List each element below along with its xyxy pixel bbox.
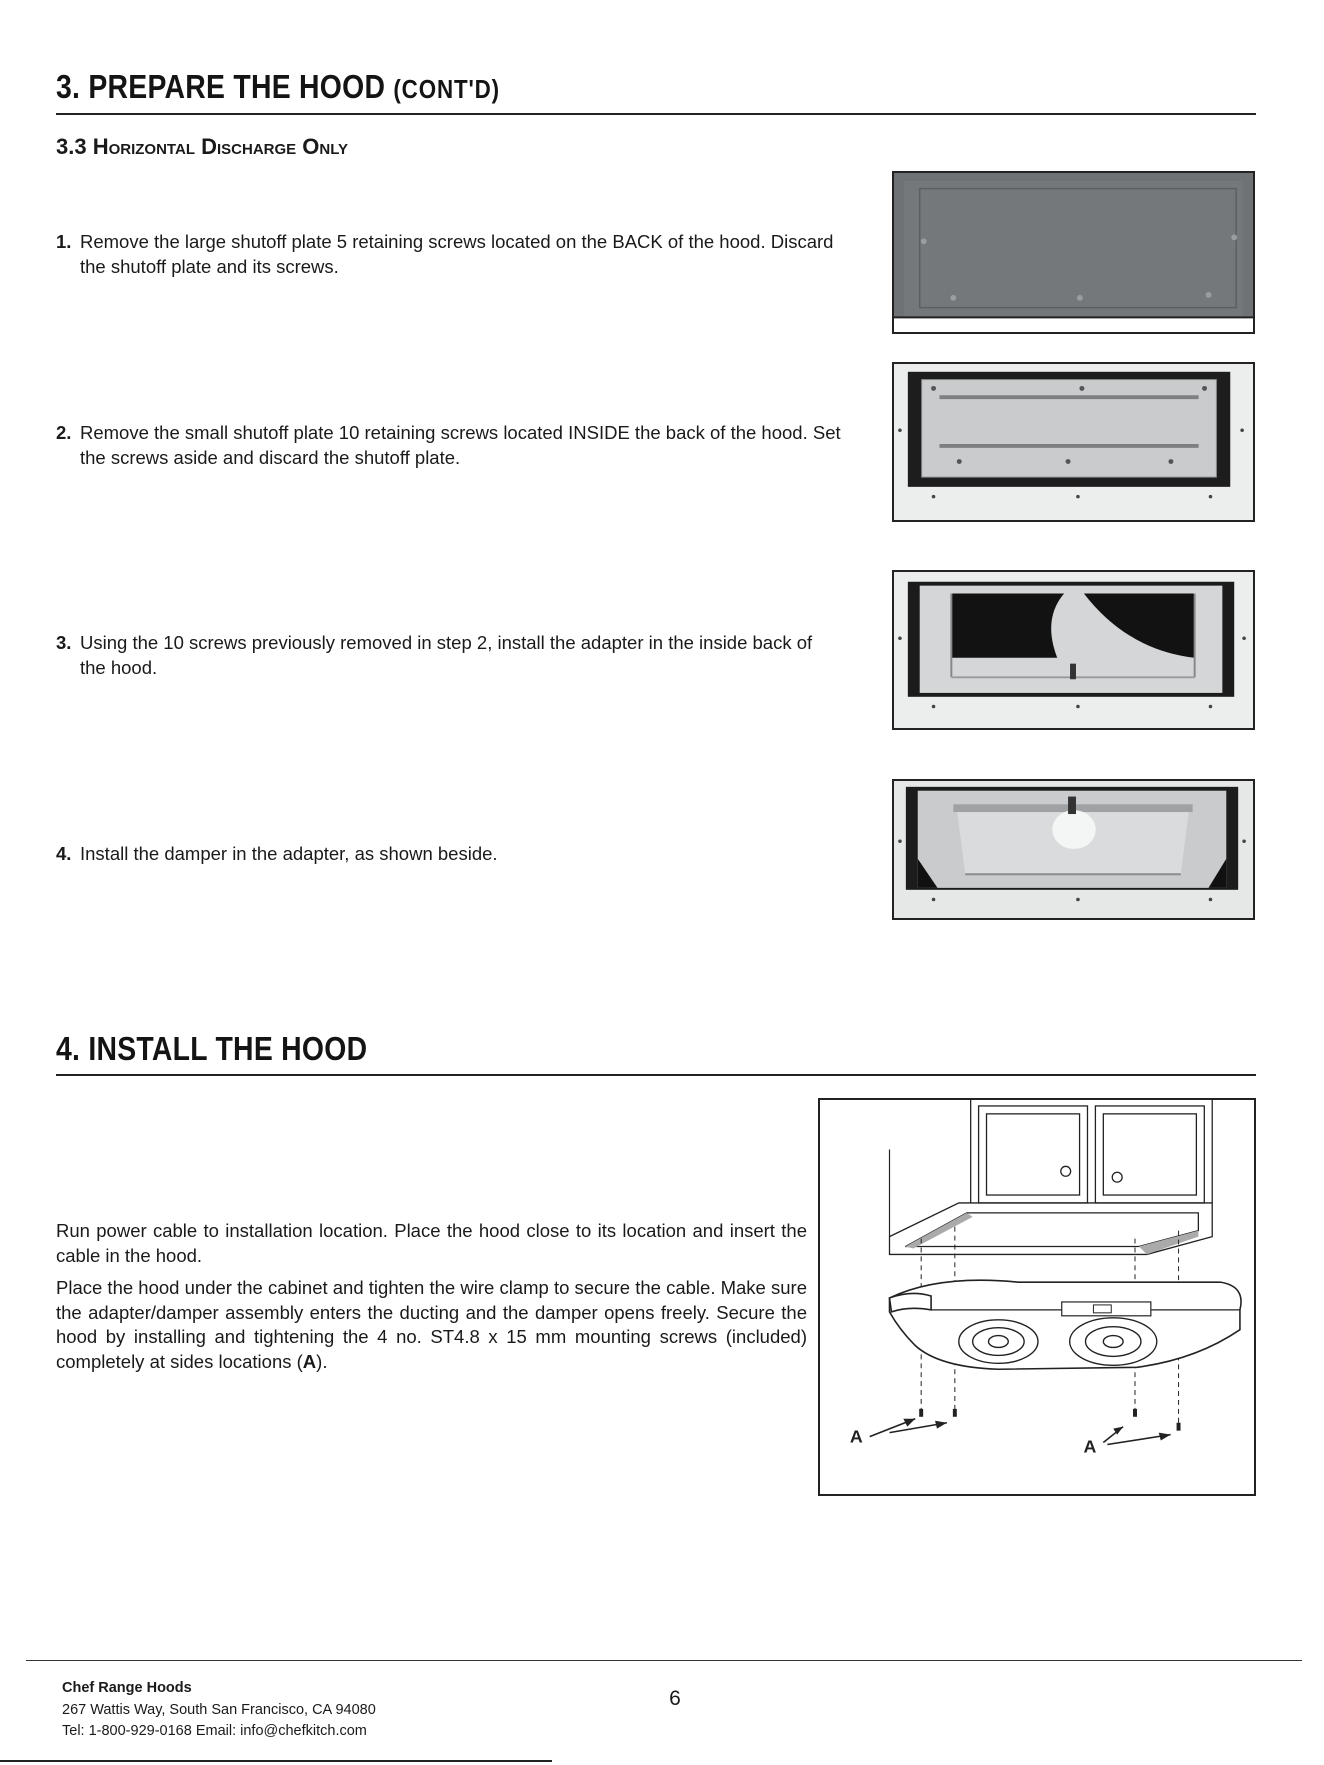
page-number: 6 (669, 1687, 681, 1710)
install-instructions (56, 1219, 807, 1382)
photo-inside-shutoff-plate (892, 362, 1255, 522)
section-4-title (56, 1030, 367, 1068)
hood-installation-diagram (818, 1098, 1256, 1496)
section-4-title-text: 4. INSTALL THE HOOD (56, 1030, 368, 1067)
photo-adapter-installed (892, 570, 1255, 730)
step-1-line-2: the shutoff plate and its screws. (80, 256, 339, 277)
footer-contact: Tel: 1-800-929-0168 Email: info@chefkitch.com (62, 1723, 367, 1739)
step-2-line-1: Remove the small shutoff plate 10 retaining screws located INSIDE the back of the hood. Set (80, 422, 841, 443)
step-4-number: 4. (56, 843, 72, 864)
section-3-title (56, 68, 500, 106)
install-paragraph-2-location-label: A (302, 1350, 317, 1372)
footer-address: 267 Wattis Way, South San Francisco, CA 94080 (62, 1702, 376, 1718)
step-4 (56, 841, 882, 866)
install-paragraph-2-text: Place the hood under the cabinet and tighten the wire clamp to secure the cable. Make sure the adapter/damper assembly enters the ducting and the damper opens freely. Secure the hood by installing and tightening the 4 no. ST4.8 x 15 mm mounting screws (included) completely at sides locations ( (56, 1277, 807, 1372)
diagram-label-a-right: A (1083, 1436, 1097, 1457)
photo-back-shutoff-plate (892, 171, 1255, 334)
step-3-line-2: the hood. (80, 657, 158, 678)
bottom-edge-line (0, 1760, 552, 1762)
install-paragraph-2-end: ). (316, 1350, 328, 1372)
section-3-rule (56, 113, 1256, 115)
footer-rule (26, 1660, 1302, 1661)
step-3-line-1: Using the 10 screws previously removed in step 2, install the adapter in the inside back of (80, 632, 813, 653)
install-paragraph-1: Run power cable to installation location. Place the hood close to its location and insert the cable in the hood. (56, 1220, 807, 1266)
subsection-title (56, 134, 348, 160)
subsection-number: 3.3 (56, 134, 87, 159)
step-2-number: 2. (56, 422, 72, 443)
install-paragraph-2 (56, 1276, 807, 1374)
section-3-title-suffix: (CONT'D) (393, 74, 500, 104)
step-3-number: 3. (56, 632, 72, 653)
step-1 (56, 229, 882, 279)
subsection-text: Horizontal Discharge Only (92, 134, 349, 159)
step-3 (56, 630, 882, 680)
step-2-line-2: the screws aside and discard the shutoff plate. (80, 447, 461, 468)
diagram-label-a-left: A (849, 1426, 863, 1447)
step-1-number: 1. (56, 231, 72, 252)
section-4-rule (56, 1074, 1256, 1076)
section-3-title-text: 3. PREPARE THE HOOD (56, 68, 386, 105)
footer-company: Chef Range Hoods (62, 1680, 192, 1696)
step-2 (56, 420, 882, 470)
step-4-line-1: Install the damper in the adapter, as shown beside. (80, 843, 498, 864)
photo-damper-installed (892, 779, 1255, 920)
step-1-line-1: Remove the large shutoff plate 5 retaining screws located on the BACK of the hood. Discard (80, 231, 834, 252)
